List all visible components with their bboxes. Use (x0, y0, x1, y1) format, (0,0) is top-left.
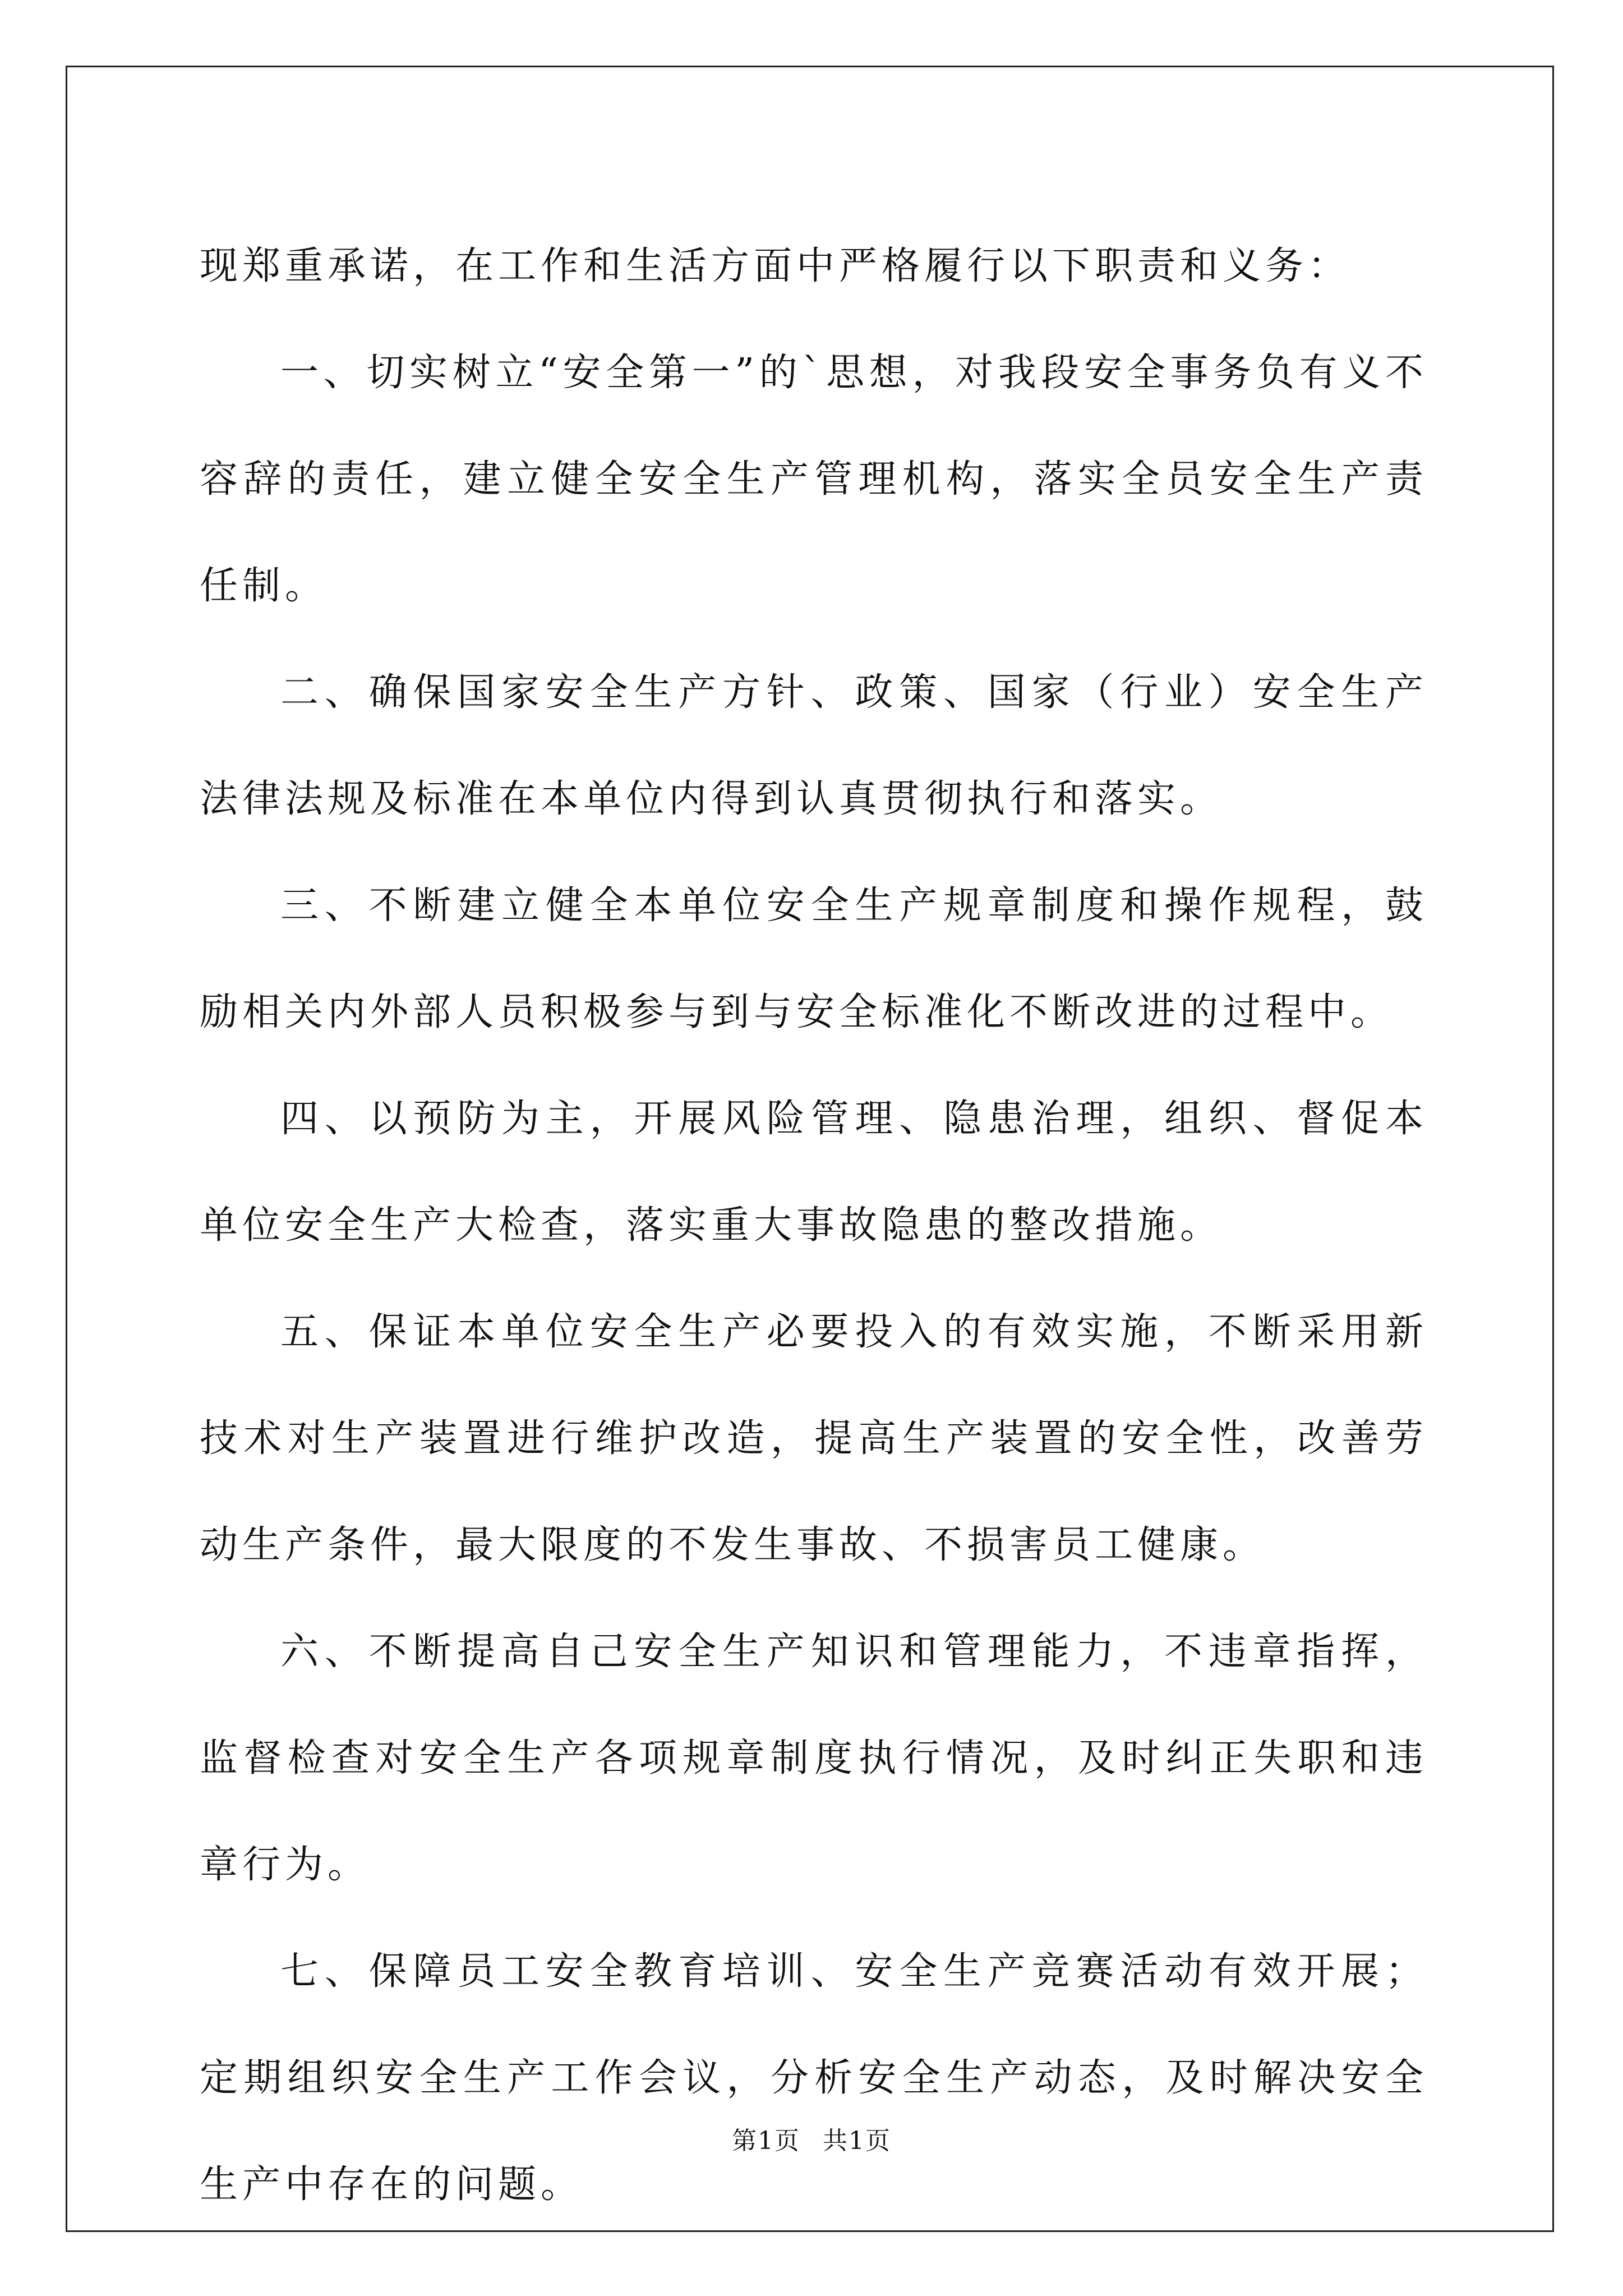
paragraph-item-5: 五、保证本单位安全生产必要投入的有效实施，不断采用新技术对生产装置进行维护改造，提高生产装置的安全性，改善劳动生产条件，最大限度的不发生事故、不损害员工健康。 (200, 1310, 1428, 1567)
paragraph-item-7: 七、保障员工安全教育培训、安全生产竞赛活动有效开展；定期组织安全生产工作会议，分析安全生产动态，及时解决安全生产中存在的问题。 (200, 1949, 1428, 2207)
paragraph-item-6: 六、不断提高自己安全生产知识和管理能力，不违章指挥，监督检查对安全生产各项规章制度执行情况，及时纠正失职和违章行为。 (200, 1630, 1428, 1887)
page-total: 共1页 (823, 2127, 891, 2155)
page-number: 第1页 (732, 2127, 800, 2155)
paragraph-item-2: 二、确保国家安全生产方针、政策、国家（行业）安全生产法律法规及标准在本单位内得到认真贯彻执行和落实。 (200, 670, 1428, 821)
paragraph-intro: 现郑重承诺，在工作和生活方面中严格履行以下职责和义务： (200, 244, 1351, 288)
paragraph-item-1: 一、切实树立“安全第一”的`思想，对我段安全事务负有义不容辞的责任，建立健全安全生产管理机构，落实全员安全生产责任制。 (200, 351, 1428, 608)
document-body (200, 213, 1428, 2238)
page-footer (0, 2120, 1623, 2156)
paragraph-item-3: 三、不断建立健全本单位安全生产规章制度和操作规程，鼓励相关内外部人员积极参与到与安全标准化不断改进的过程中。 (200, 884, 1428, 1034)
paragraph-item-4: 四、以预防为主，开展风险管理、隐患治理，组织、督促本单位安全生产大检查，落实重大事故隐患的整改措施。 (200, 1097, 1428, 1248)
